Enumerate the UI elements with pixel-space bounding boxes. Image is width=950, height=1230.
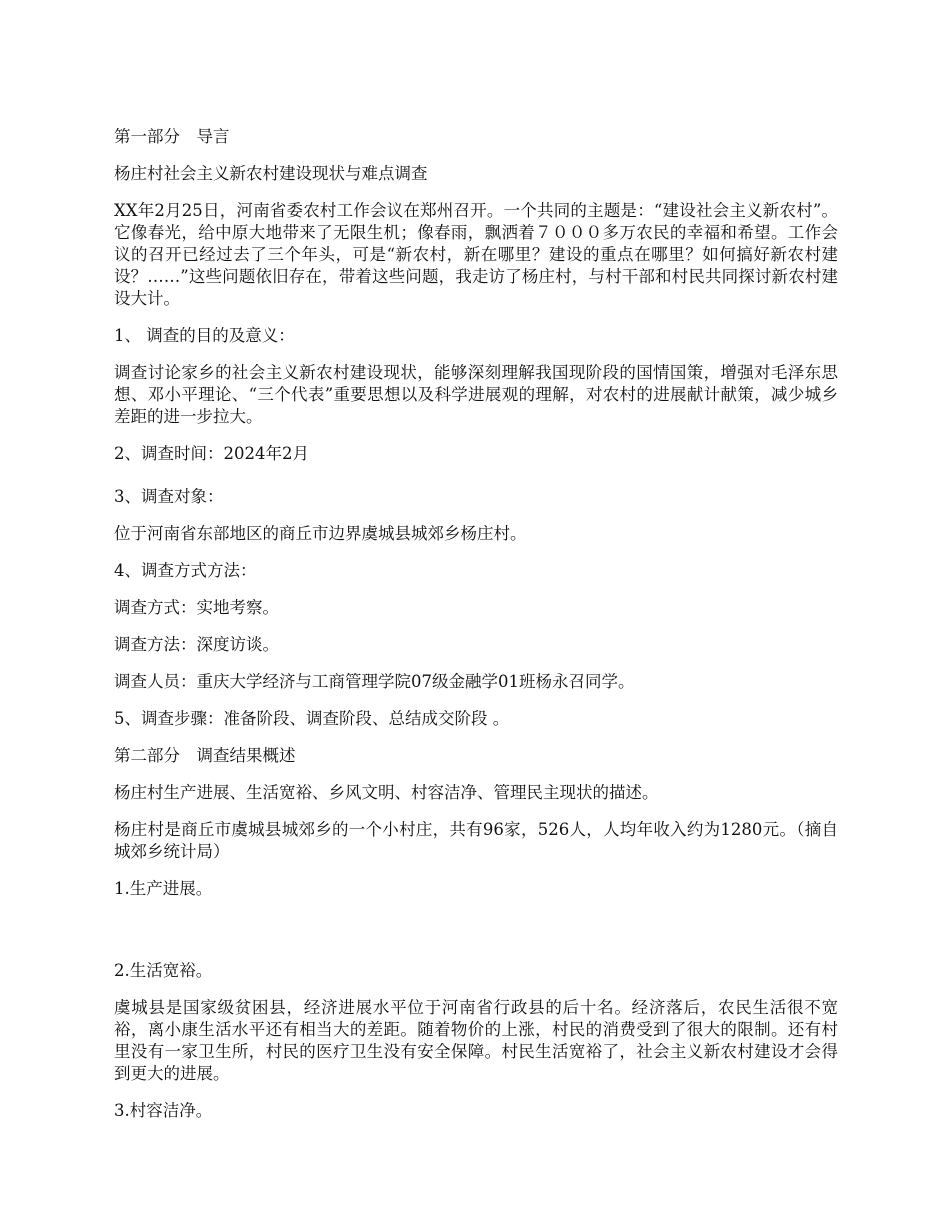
item3-heading: 3.村容洁净。 — [114, 1101, 213, 1120]
item2-body: 虞城县是国家级贫困县，经济进展水平位于河南省行政县的后十名。经济落后，农民生活很不宽裕，离小康生活水平还有相当大的差距。随着物价的上涨，村民的消费受到了很大的限制。还有村里没有一家卫生所，村民的医疗卫生没有安全保障。村民生活宽裕了，社会主义新农村建设才会得到更大的进展。 — [114, 998, 838, 1083]
section3-body: 位于河南省东部地区的商丘市边界虞城县城郊乡杨庄村。 — [114, 524, 527, 543]
document-body — [114, 126, 838, 1122]
section1-body: 调查讨论家乡的社会主义新农村建设现状，能够深刻理解我国现阶段的国情国策，增强对毛泽东思想、邓小平理论、“三个代表”重要思想以及科学进展观的理解，对农村的进展献计献策，减少城乡差距的进一步拉大。 — [114, 363, 838, 426]
section1-heading: 1、 调查的目的及意义： — [114, 326, 295, 345]
section4-mode: 调查方式：实地考察。 — [114, 598, 279, 617]
section3-heading: 3、调查对象： — [114, 487, 224, 506]
part2-description: 杨庄村生产进展、生活宽裕、乡风文明、村容洁净、管理民主现状的描述。 — [114, 783, 659, 802]
section4-method: 调查方法：深度访谈。 — [114, 635, 279, 654]
part2-heading: 第二部分 调查结果概述 — [114, 746, 296, 765]
part2-village-info: 杨庄村是商丘市虞城县城郊乡的一个小村庄，共有96家，526人，人均年收入约为1280元。（摘自城郊乡统计局） — [114, 820, 838, 861]
section4-heading: 4、调查方式方法： — [114, 561, 257, 580]
section4-people: 调查人员：重庆大学经济与工商管理学院07级金融学01班杨永召同学。 — [114, 672, 635, 691]
section2-time: 2、调查时间：2024年2月 — [114, 444, 309, 463]
item1-heading: 1.生产进展。 — [114, 879, 213, 898]
document-title: 杨庄村社会主义新农村建设现状与难点调查 — [114, 164, 428, 183]
section5-steps: 5、调查步骤：准备阶段、调查阶段、总结成交阶段 。 — [114, 709, 510, 728]
item2-heading: 2.生活宽裕。 — [114, 961, 213, 980]
part1-heading: 第一部分 导言 — [114, 127, 230, 146]
intro-paragraph: XX年2月25日，河南省委农村工作会议在郑州召开。一个共同的主题是：“建设社会主义新农村”。它像春光，给中原大地带来了无限生机；像春雨，飘洒着７０００多万农民的幸福和希望。工作会议的召开已经过去了三个年头，可是“新农村，新在哪里？建设的重点在哪里？如何搞好新农村建设？……”这些问题依旧存在，带着这些问题，我走访了杨庄村，与村干部和村民共同探讨新农村建设大计。 — [114, 201, 838, 308]
